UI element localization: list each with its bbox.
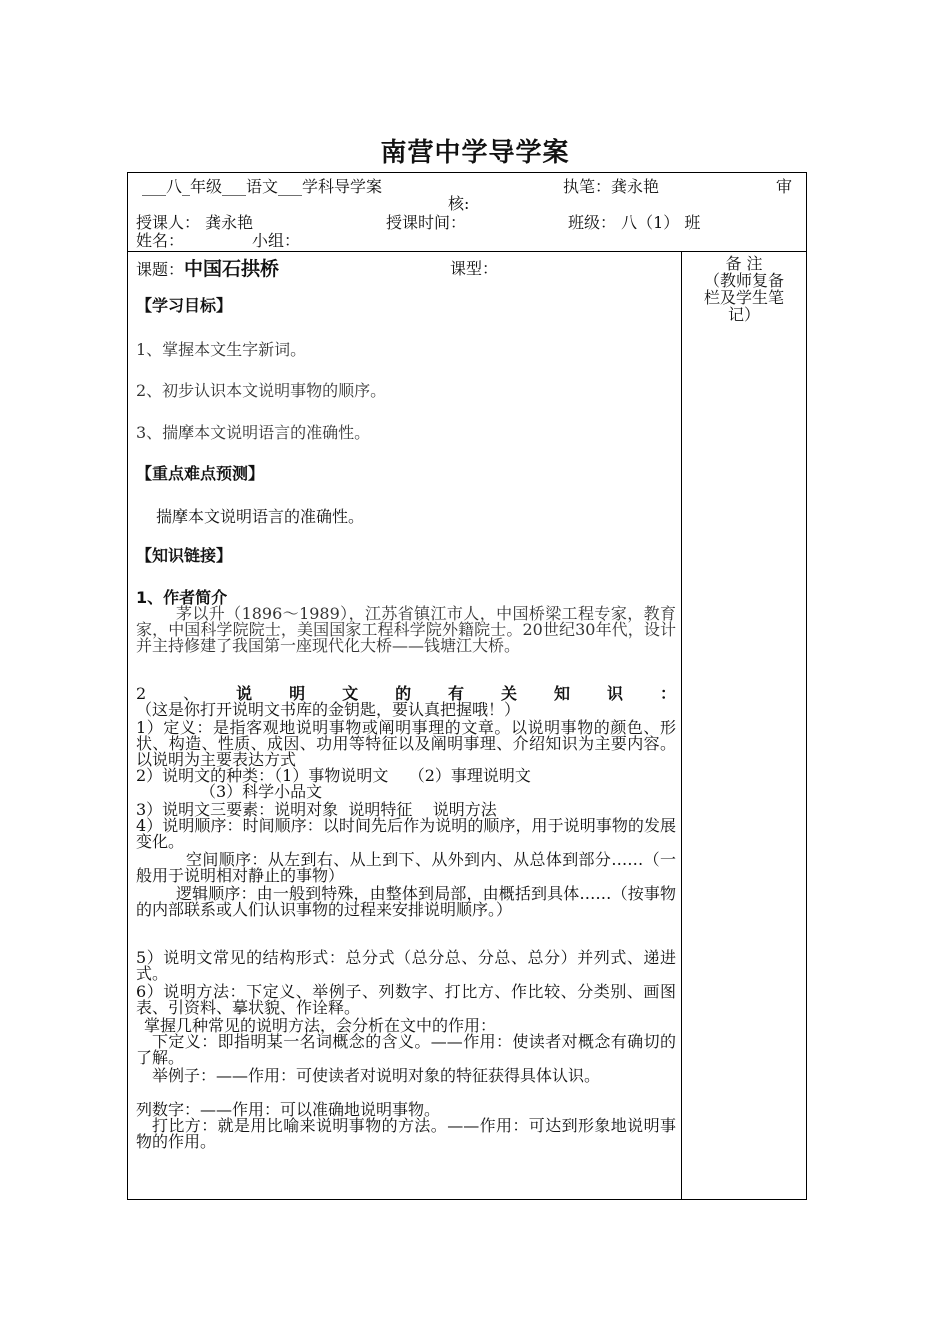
notes-header [682, 252, 806, 323]
notes-column [682, 252, 806, 1199]
teacher-field: 授课人： 龚永艳 [136, 213, 254, 232]
note-line: 栏及学生笔 [703, 288, 784, 307]
three-elements-line: 3）说明文三要素：说明对象 说明特征 说明方法 [136, 800, 497, 819]
worksheet-table [127, 172, 807, 1200]
knowledge-heading-num: 2、 [136, 684, 237, 703]
review-label-b: 核: [448, 194, 470, 213]
key-points-text: 揣摩本文说明语言的准确性。 [156, 507, 365, 526]
note-line: （教师复备 [703, 271, 784, 290]
time-order-text: 4）说明顺序：时间顺序：以时间先后作为说明的顺序，用于说明事物的发展变化。 [136, 816, 676, 851]
name-field: 姓名： [136, 231, 185, 250]
type-label: 课型： [450, 259, 499, 278]
header-cell [128, 173, 806, 252]
space-order-text: 空间顺序：从左到右、从上到下、从外到内、从总体到部分……（一般用于说明相对静止的事物） [136, 850, 676, 885]
knowledge-heading-rest: （这是你打开说明文书库的金钥匙，要认真把握哦！） [136, 700, 521, 719]
definition-method-text: 下定义：即指明某一名词概念的含义。——作用：使读者对概念有确切的了解。 [136, 1032, 676, 1067]
types-line: 2）说明文的种类：（1）事物说明文 （2）事理说明文 [136, 766, 531, 785]
analogy-method-text: 打比方：就是用比喻来说明事物的方法。——作用：可达到形象地说明事物的作用。 [136, 1116, 676, 1151]
methods-text: 6）说明方法：下定义、举例子、列数字、打比方、作比较、分类别、画图表、引资料、摹状貌、作诠释。 [136, 982, 676, 1017]
topic-value: 中国石拱桥 [184, 258, 280, 280]
lesson-topic-row [136, 258, 676, 281]
structure-text: 5）说明文常见的结构形式：总分式（总分总、分总、总分）并列式、递进式。 [136, 948, 676, 983]
methods-intro: 掌握几种常见的说明方法，会分析在文中的作用： [144, 1016, 497, 1035]
example-method-text: 举例子：——作用：可使读者对说明对象的特征获得具体认识。 [152, 1066, 601, 1085]
group-field: 小组： [252, 231, 301, 250]
number-method-text: 列数字：——作用：可以准确地说明事物。 [136, 1100, 441, 1119]
goals-heading: 【学习目标】 [136, 296, 233, 315]
definition-text: 1）定义：是指客观地说明事物或阐明事理的文章。以说明事物的颜色、形状、构造、性质、成因、功用等特征以及阐明事理、介绍知识为主要内容。以说明为主要表达方式 [136, 718, 676, 769]
goal-item: 1、掌握本文生字新词。 [136, 340, 307, 359]
note-line: 备 注 [725, 254, 763, 273]
author-heading: 1、作者简介 [136, 588, 228, 607]
grade-subject-line: ___八_年级___语文___学科导学案 [142, 177, 383, 196]
knowledge-heading: 【知识链接】 [136, 546, 233, 565]
knowledge-intro [136, 686, 676, 718]
class-field: 班级： 八（1） 班 [568, 213, 701, 232]
author-text: 茅以升（1896～1989），江苏省镇江市人，中国桥梁工程专家，教育家，中国科学院院士，美国国家工程科学院外籍院士。20世纪30年代，设计并主持修建了我国第一座现代化大桥——钱塘江大桥。 [136, 604, 676, 655]
logic-order-text: 逻辑顺序：由一般到特殊，由整体到局部，由概括到具体……（按事物的内部联系或人们认识事物的过程来安排说明顺序。） [136, 884, 676, 919]
knowledge-heading-bold: 说明文的有关知识： [236, 684, 676, 703]
review-label-a: 审 [776, 177, 793, 196]
goal-item: 3、揣摩本文说明语言的准确性。 [136, 423, 371, 442]
writer-field: 执笔：龚永艳 [563, 177, 660, 196]
note-line: 记） [727, 305, 760, 324]
goal-item: 2、初步认识本文说明事物的顺序。 [136, 381, 387, 400]
main-content-cell [128, 252, 682, 1199]
page-title: 南营中学导学案 [380, 138, 570, 168]
time-field: 授课时间： [386, 213, 467, 232]
topic-label: 课题： [136, 260, 185, 279]
types-line-2: （3）科学小品文 [200, 782, 323, 801]
key-points-heading: 【重点难点预测】 [136, 464, 265, 483]
